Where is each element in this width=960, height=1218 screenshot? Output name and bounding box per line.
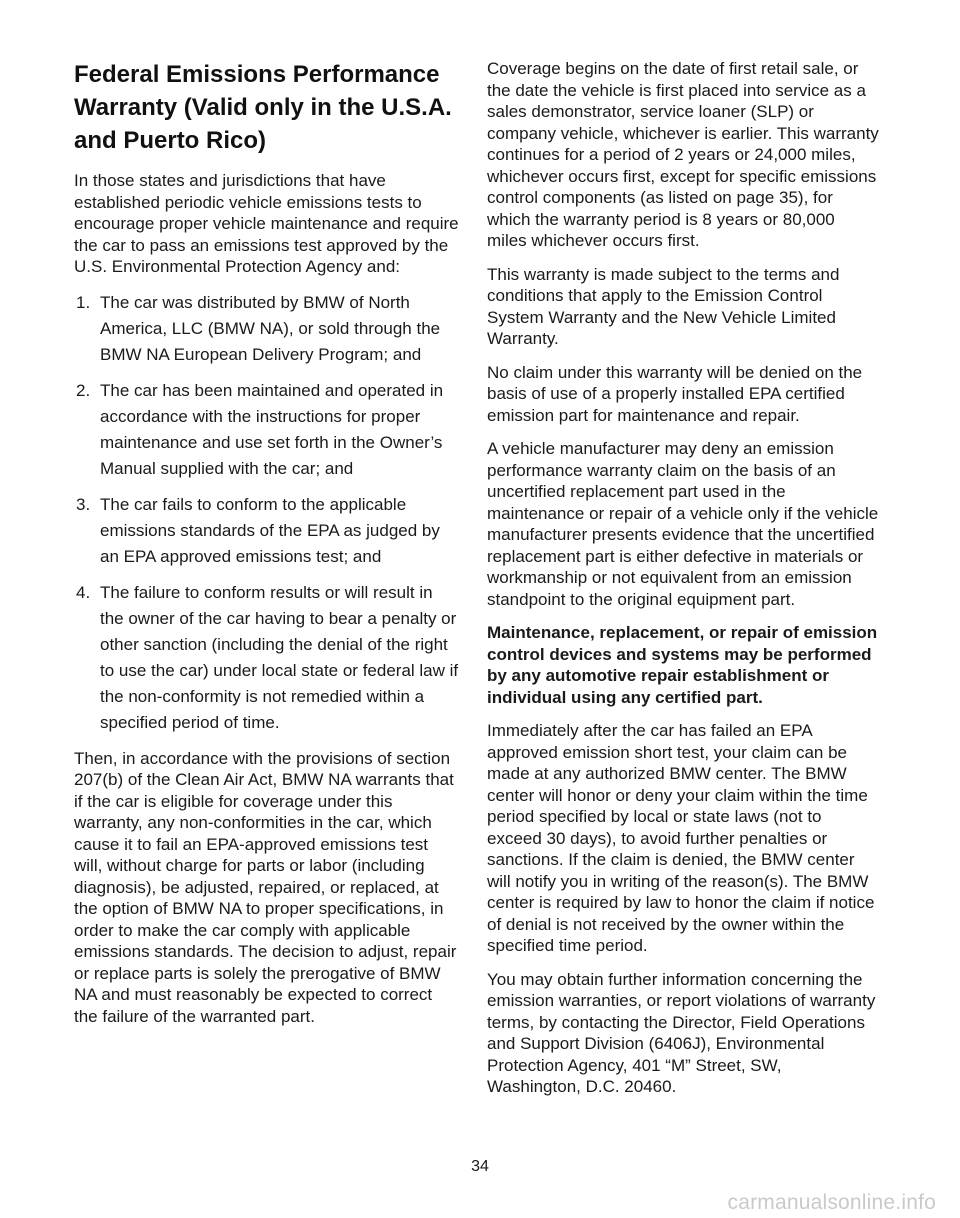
certified-part-paragraph: No claim under this warranty will be denied on the basis of use of a properly installed EPA certified emission part for maintenance and repair. [487,362,863,425]
list-item [76,378,460,482]
uncertified-part-paragraph: A vehicle manufacturer may deny an emission performance warranty claim on the basis of an uncertified replacement part used in the maintenance or repair of a vehicle only if the vehicle manufacturer presents evidence that the uncertified replacement part is either defective in materials or workmanship or not equivalent from an emission standpoint to the original equipment part. [487,439,879,609]
coverage-paragraph: Coverage begins on the date of first retail sale, or the date the vehicle is first placed into service as a sales demonstrator, service loaner (SLP) or company vehicle, whichever is earlier. This warranty continues for a period of 2 years or 24,000 miles, whichever occurs first, except for specific emissions control components (as listed on page 35), for which the warranty period is 8 years or 80,000 miles whichever occurs first. [487,59,879,250]
claim-paragraph: Immediately after the car has failed an EPA approved emission short test, your claim can be made at any authorized BMW center. The BMW center will honor or deny your claim within the time period specified by local or state laws (not to exceed 30 days), to avoid further penalties or sanctions. If the claim is denied, the BMW center will notify you in writing of the reason(s). The BMW center is required by law to honor the claim if notice of denial is not received by the owner within the specified time period. [487,721,875,955]
list-item-number: 3. [76,494,91,514]
list-item-text: The car has been maintained and operated in accordance with the instructions for proper maintenance and use set forth in the Owner’s Manual supplied with the car; and [100,380,444,478]
list-item-number: 4. [76,582,91,602]
section-title: Federal Emissions Performance Warranty (Valid only in the U.S.A. and Puerto Rico) [74,61,452,154]
list-item-number: 2. [76,380,91,400]
list-item-text: The failure to conform results or will result in the owner of the car having to bear a penalty or other sanction (including the denial of the right to use the car) under local state or federal law if the non-conformity is not remedied within a specified period of time. [100,582,459,732]
list-item [76,290,460,368]
contact-paragraph: You may obtain further information concerning the emission warranties, or report violations of warranty terms, by contacting the Director, Field Operations and Support Division (6406J), Environmental Protection Agency, 401 “M” Street, SW, Washington, D.C. 20460. [487,969,876,1096]
watermark: carmanualsonline.info [727,1191,936,1214]
page-number: 34 [471,1158,489,1175]
right-column [487,58,879,1110]
list-item-text: The car fails to conform to the applicable emissions standards of the EPA as judged by an EPA approved emissions test; and [100,494,440,566]
intro-paragraph: In those states and jurisdictions that have established periodic vehicle emissions tests to encourage proper vehicle maintenance and require the car to pass an emissions test approved by the U.S. Environmental Protection Agency and: [74,171,459,276]
maintenance-notice: Maintenance, replacement, or repair of emission control devices and systems may be performed by any automotive repair establishment or individual using any certified part. [487,623,878,707]
list-item-text: The car was distributed by BMW of North America, LLC (BMW NA), or sold through the BMW NA European Delivery Program; and [100,292,441,364]
terms-paragraph: This warranty is made subject to the terms and conditions that apply to the Emission Control System Warranty and the New Vehicle Limited Warranty. [487,264,840,348]
closing-paragraph: Then, in accordance with the provisions of section 207(b) of the Clean Air Act, BMW NA warrants that if the car is eligible for coverage under this warranty, any non-conformities in the car, which cause it to fail an EPA-approved emissions test will, without charge for parts or labor (including diagnosis), be adjusted, repaired, or replaced, at the option of BMW NA to proper specifications, in order to make the car comply with applicable emissions standards. The decision to adjust, repair or replace parts is solely the prerogative of BMW NA and must reasonably be expected to correct the failure of the warranted part. [74,748,457,1026]
list-item-number: 1. [76,292,91,312]
list-item [76,492,460,570]
list-item [76,580,460,736]
left-column [74,58,460,1039]
conditions-list [74,290,460,736]
